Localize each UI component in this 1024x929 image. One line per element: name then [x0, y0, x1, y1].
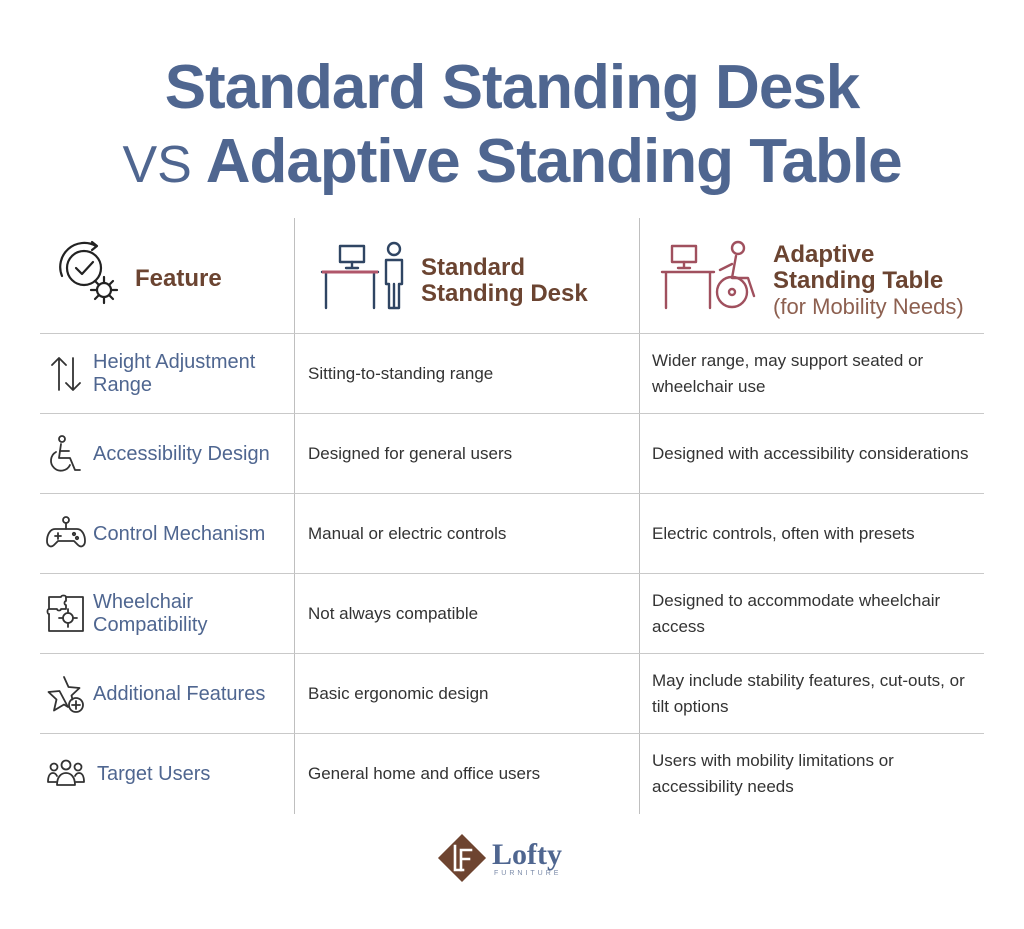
standard-value: General home and office users — [308, 764, 541, 783]
adaptive-value: Electric controls, often with presets — [652, 524, 915, 543]
title-vs: VS — [122, 136, 192, 194]
comparison-table — [40, 218, 984, 814]
header-adaptive-line1: Adaptive — [773, 241, 875, 268]
title-line-2-text: Adaptive Standing Table — [205, 127, 902, 196]
adaptive-value: Designed with accessibility considerations — [652, 444, 969, 463]
lofty-logo-mark — [436, 832, 488, 884]
table-row — [40, 494, 295, 574]
table-row — [40, 574, 295, 654]
feature-label: Wheelchair Compatibility — [93, 591, 208, 636]
feature-label: Control Mechanism — [93, 522, 266, 545]
standard-value: Not always compatible — [308, 604, 479, 623]
column-divider — [639, 218, 640, 814]
header-adaptive-sub: (for Mobility Needs) — [773, 294, 964, 319]
standard-value: Designed for general users — [308, 444, 513, 463]
header-adaptive-line2: Standing Table — [773, 267, 944, 294]
title-line-1: Standard Standing Desk — [164, 53, 860, 122]
standard-value: Sitting-to-standing range — [308, 364, 494, 383]
adaptive-value: Designed to accommodate wheelchair access — [652, 591, 941, 636]
table-row — [40, 414, 295, 494]
lofty-logo — [436, 832, 596, 884]
star-plus-icon — [46, 674, 86, 714]
title-line-2 — [0, 122, 1024, 205]
feature-label: Height Adjustment Range — [93, 351, 256, 396]
up-down-arrows-icon — [46, 354, 86, 394]
feature-label: Additional Features — [93, 682, 266, 705]
adaptive-value: Users with mobility limitations or accessibility needs — [652, 751, 894, 796]
lofty-logo-sub: FURNITURE — [494, 870, 562, 877]
header-adaptive-label — [773, 242, 964, 320]
desk-wheelchair-icon — [660, 240, 760, 312]
header-feature-label: Feature — [135, 265, 222, 292]
feature-label: Target Users — [97, 762, 211, 785]
users-group-icon — [46, 754, 86, 794]
feature-label: Accessibility Design — [93, 442, 270, 465]
header-standard-line2: Standing Desk — [421, 280, 588, 307]
table-row — [40, 654, 295, 734]
table-row — [40, 334, 295, 414]
header-standard-line1: Standard — [421, 254, 526, 281]
check-gear-icon — [52, 236, 128, 312]
lofty-logo-name: Lofty — [492, 838, 562, 871]
table-row — [40, 734, 295, 814]
adaptive-value: Wider range, may support seated or wheelchair use — [652, 351, 924, 396]
standard-value: Basic ergonomic design — [308, 684, 489, 703]
puzzle-gear-icon — [46, 594, 86, 634]
gamepad-icon — [46, 514, 86, 554]
header-standard-label — [421, 255, 588, 307]
desk-person-icon — [320, 240, 412, 312]
adaptive-value: May include stability features, cut-outs, or tilt options — [652, 671, 965, 716]
standard-value: Manual or electric controls — [308, 524, 507, 543]
wheelchair-icon — [46, 434, 86, 474]
